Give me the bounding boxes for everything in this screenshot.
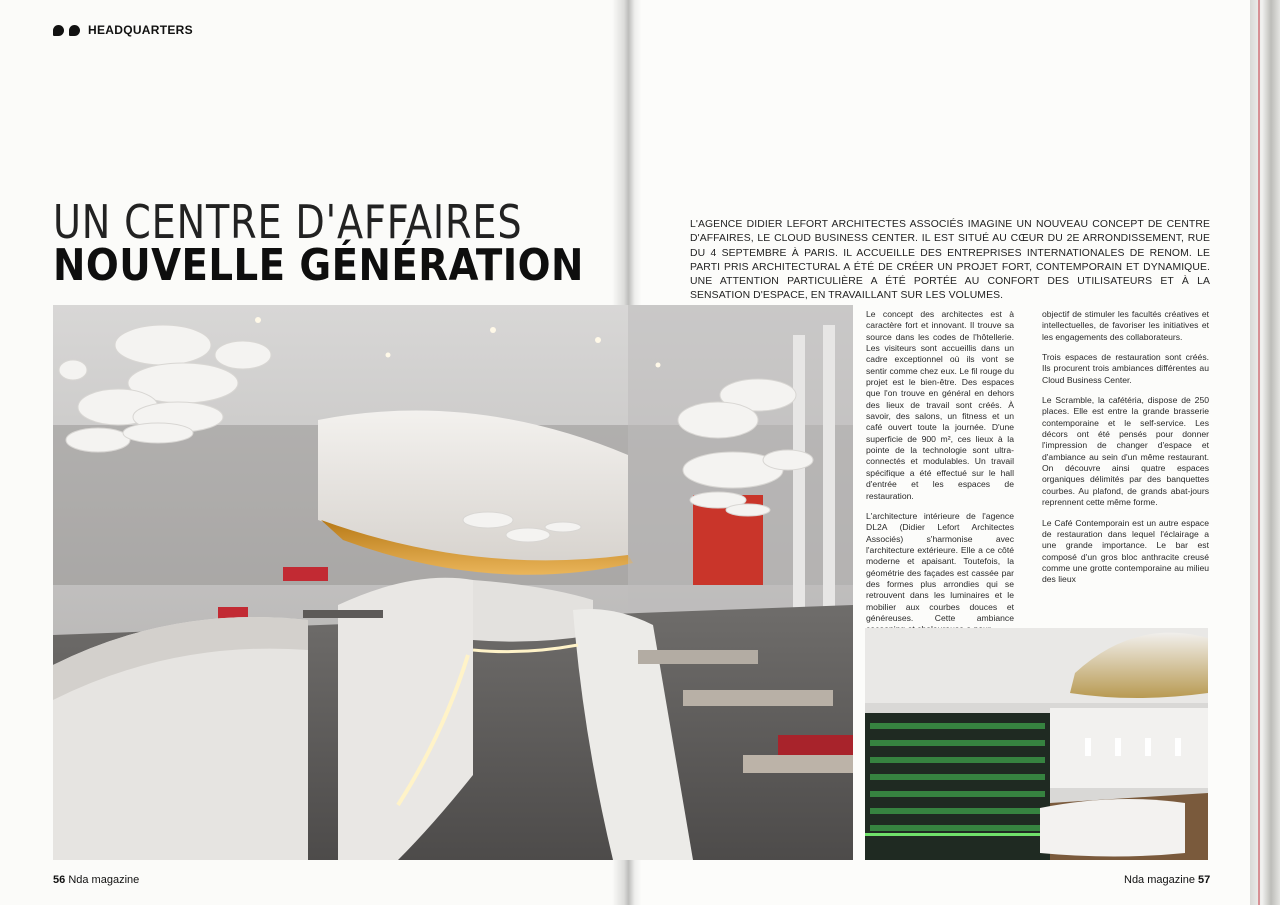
folio-left: [53, 874, 139, 886]
speech-bubble-icon: [53, 25, 64, 36]
cafe-photo: [865, 628, 1208, 860]
body-paragraph: Le concept des architectes est à caractère fort et innovant. Il trouve sa source dans les codes de l'hôtellerie. Les visiteurs sont accueillis dans un cadre exceptionnel où ils vont se sentir comme chez eux. Le fil rouge du projet est le bien-être. Des espaces que l'on trouve en général en dehors des lieux de travail sont créés. À savoir, des salons, un fitness et un café ouvert toute la journée. D'une superficie de 900 m², ces lieux à la pointe de la technologie sont ultra-connectés et modulables. Un travail spécifique a été effectué sur le hall d'entrée et les espaces de restauration.: [866, 309, 1014, 501]
headline-line-1: UN CENTRE D'AFFAIRES: [53, 195, 523, 249]
lede-paragraph: L'AGENCE DIDIER LEFORT ARCHITECTES ASSOCIÉS IMAGINE UN NOUVEAU CONCEPT DE CENTRE D'AFFAIRES, LE CLOUD BUSINESS CENTER. IL EST SITUÉ AU CŒUR DU 2E ARRONDISSEMENT, RUE DU 4 SEPTEMBRE À PARIS. IL ACCUEILLE DES ENTREPRISES INTERNATIONALES DE RENOM. LE PARTI PRIS ARCHITECTURAL A ÉTÉ DE CRÉER UN PROJET FORT, CONTEMPORAIN ET DYNAMIQUE. UNE ATTENTION PARTICULIÈRE A ÉTÉ PORTÉE AU CONFORT DES UTILISATEURS ET À LA SENSATION D'ESPACE, EN TRAVAILLANT SUR LES VOLUMES.: [690, 219, 1210, 302]
section-label: HEADQUARTERS: [88, 23, 193, 37]
restaurant-photo: [53, 305, 853, 860]
body-paragraph: Trois espaces de restauration sont créés. Ils procurent trois ambiances différentes au Cloud Business Center.: [1042, 352, 1209, 385]
body-paragraph: Le Café Contemporain est un autre espace de restauration dans lequel l'éclairage a une grande importance. Le bar est composé d'un gros bloc anthracite creusé comme une grotte contemporaine au milieu des lieux: [1042, 517, 1209, 585]
body-paragraph: L'architecture intérieure de l'agence DL2A (Didier Lefort Architectes Associés) s'harmonise avec l'architecture extérieure. Elle a ce côté moderne et apaisant. Toutefois, la géométrie des façades est cassée par des formes plus arrondies qui se retrouvent dans les luminaires et le mobilier aux courbes douces et généreuses. Cette ambiance: [866, 510, 1014, 623]
page-number: 56: [53, 874, 66, 886]
magazine-name: Nda magazine: [68, 874, 140, 886]
body-paragraph: objectif de stimuler les facultés créatives et intellectuelles, de favoriser les initiatives et les engagements des collaborateurs.: [1042, 309, 1209, 342]
edge-mark: [1258, 0, 1260, 905]
body-column-1: [866, 309, 1014, 645]
page-number: 57: [1198, 874, 1211, 886]
headline-line-2: NOUVELLE GÉNÉRATION: [53, 240, 584, 291]
body-paragraph: Le Scramble, la cafétéria, dispose de 250 places. Elle est entre la grande brasserie contemporaine et le self-service. Les décors ont été pensés pour donner l'impression de changer d'espace et d'ambiance au sein d'un même restaurant. On découvre ainsi quatre espaces organiques délimités par des banquettes courbes. Au plafond, de grands abat-jours reprennent cette même forme.: [1042, 395, 1209, 508]
body-column-2: [1042, 309, 1209, 595]
page-edge: [1250, 0, 1280, 905]
magazine-name: Nda magazine: [1124, 874, 1195, 886]
speech-bubble-icon: [69, 25, 80, 36]
section-header: [53, 23, 193, 37]
folio-right: [1124, 874, 1210, 886]
